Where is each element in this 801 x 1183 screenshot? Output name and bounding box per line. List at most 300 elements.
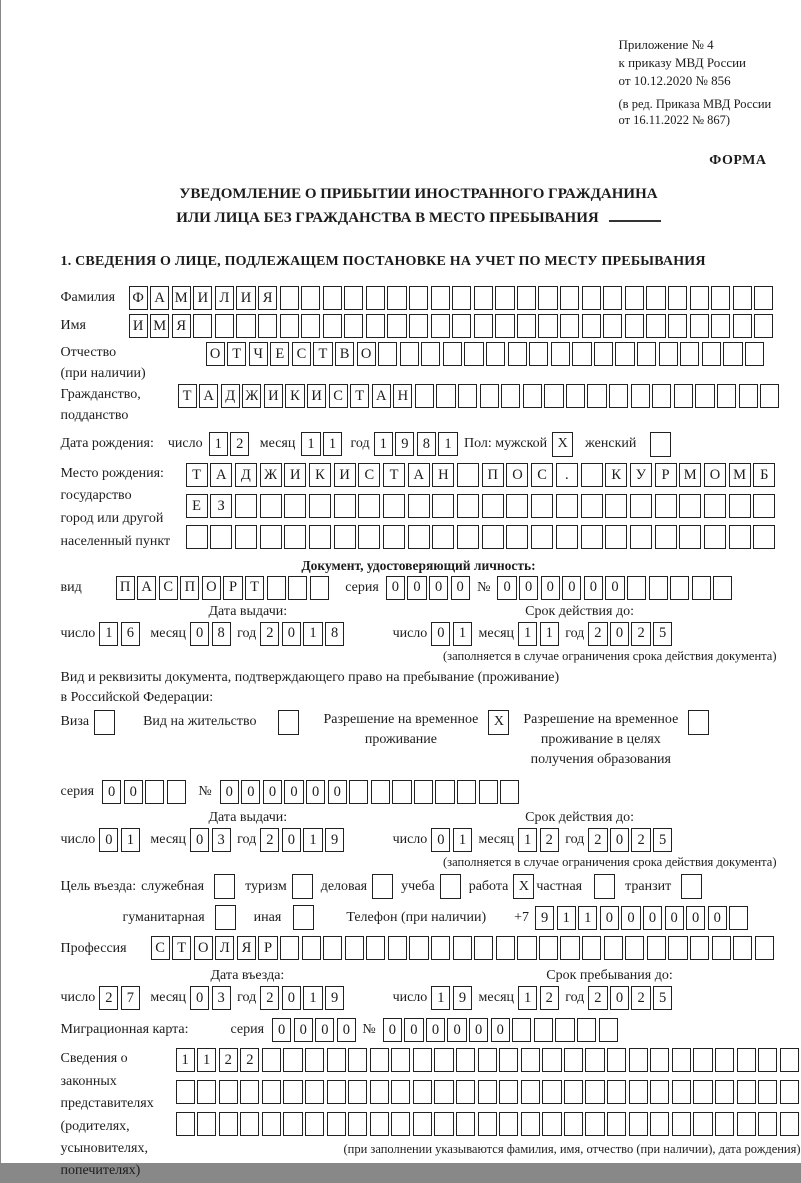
- residence-permit-checkbox[interactable]: [278, 710, 299, 735]
- char-cell[interactable]: [542, 1048, 561, 1072]
- char-cell[interactable]: [672, 1080, 691, 1104]
- char-cell[interactable]: 0: [282, 828, 301, 852]
- char-cell[interactable]: [262, 1112, 281, 1136]
- char-cell[interactable]: .: [556, 463, 578, 487]
- char-cell[interactable]: [615, 342, 634, 366]
- char-cell[interactable]: [309, 525, 331, 549]
- char-cell[interactable]: [456, 1048, 475, 1072]
- char-cell[interactable]: С: [358, 463, 380, 487]
- char-cell[interactable]: [391, 1048, 410, 1072]
- char-cell[interactable]: [260, 494, 282, 518]
- char-cell[interactable]: 5: [653, 828, 672, 852]
- char-cell[interactable]: 0: [241, 780, 260, 804]
- char-cell[interactable]: [392, 780, 411, 804]
- char-cell[interactable]: [197, 1112, 216, 1136]
- char-cell[interactable]: [668, 936, 687, 960]
- char-cell[interactable]: 0: [610, 828, 629, 852]
- char-cell[interactable]: [582, 286, 601, 310]
- char-cell[interactable]: [478, 1080, 497, 1104]
- char-cell[interactable]: [480, 384, 499, 408]
- char-cell[interactable]: [630, 494, 652, 518]
- char-cell[interactable]: [415, 384, 434, 408]
- char-cell[interactable]: [692, 576, 711, 600]
- char-cell[interactable]: [383, 494, 405, 518]
- char-cell[interactable]: [760, 384, 779, 408]
- char-cell[interactable]: 0: [686, 906, 705, 930]
- char-cell[interactable]: [607, 1112, 626, 1136]
- char-cell[interactable]: [609, 384, 628, 408]
- char-cell[interactable]: [521, 1048, 540, 1072]
- char-cell[interactable]: 1: [303, 986, 322, 1010]
- char-cell[interactable]: [652, 384, 671, 408]
- char-cell[interactable]: [345, 936, 364, 960]
- char-cell[interactable]: [434, 1112, 453, 1136]
- purpose-private-checkbox[interactable]: [594, 874, 615, 899]
- char-cell[interactable]: [302, 936, 321, 960]
- char-cell[interactable]: 9: [453, 986, 472, 1010]
- char-cell[interactable]: 2: [588, 986, 607, 1010]
- char-cell[interactable]: [733, 936, 752, 960]
- char-cell[interactable]: [349, 780, 368, 804]
- char-cell[interactable]: [674, 384, 693, 408]
- char-cell[interactable]: 9: [325, 828, 344, 852]
- char-cell[interactable]: 0: [708, 906, 727, 930]
- char-cell[interactable]: Т: [227, 342, 246, 366]
- char-cell[interactable]: 9: [325, 986, 344, 1010]
- char-cell[interactable]: [284, 525, 306, 549]
- char-cell[interactable]: 0: [263, 780, 282, 804]
- char-cell[interactable]: Н: [432, 463, 454, 487]
- char-cell[interactable]: [366, 286, 385, 310]
- char-cell[interactable]: [630, 525, 652, 549]
- char-cell[interactable]: 2: [540, 828, 559, 852]
- char-cell[interactable]: [717, 384, 736, 408]
- char-cell[interactable]: 0: [610, 986, 629, 1010]
- char-cell[interactable]: [501, 384, 520, 408]
- char-cell[interactable]: 1: [540, 622, 559, 646]
- char-cell[interactable]: [542, 1080, 561, 1104]
- char-cell[interactable]: [323, 936, 342, 960]
- char-cell[interactable]: [456, 1112, 475, 1136]
- char-cell[interactable]: 1: [99, 622, 118, 646]
- char-cell[interactable]: Ж: [242, 384, 261, 408]
- char-cell[interactable]: [500, 780, 519, 804]
- char-cell[interactable]: 0: [497, 576, 516, 600]
- char-cell[interactable]: [672, 1048, 691, 1072]
- char-cell[interactable]: 1: [374, 432, 393, 456]
- char-cell[interactable]: [421, 342, 440, 366]
- char-cell[interactable]: 0: [190, 986, 209, 1010]
- char-cell[interactable]: [555, 1018, 574, 1042]
- char-cell[interactable]: 8: [325, 622, 344, 646]
- char-cell[interactable]: [605, 525, 627, 549]
- char-cell[interactable]: [625, 314, 644, 338]
- char-cell[interactable]: 0: [220, 780, 239, 804]
- char-cell[interactable]: А: [137, 576, 156, 600]
- char-cell[interactable]: М: [150, 314, 169, 338]
- char-cell[interactable]: [236, 314, 255, 338]
- char-cell[interactable]: 0: [383, 1018, 402, 1042]
- char-cell[interactable]: 0: [665, 906, 684, 930]
- char-cell[interactable]: С: [531, 463, 553, 487]
- char-cell[interactable]: [366, 314, 385, 338]
- char-cell[interactable]: 0: [284, 780, 303, 804]
- char-cell[interactable]: Т: [178, 384, 197, 408]
- char-cell[interactable]: [432, 525, 454, 549]
- char-cell[interactable]: [560, 314, 579, 338]
- char-cell[interactable]: [655, 494, 677, 518]
- char-cell[interactable]: [235, 525, 257, 549]
- char-cell[interactable]: [499, 1048, 518, 1072]
- char-cell[interactable]: [482, 525, 504, 549]
- char-cell[interactable]: 0: [426, 1018, 445, 1042]
- char-cell[interactable]: 0: [407, 576, 426, 600]
- char-cell[interactable]: 2: [260, 828, 279, 852]
- char-cell[interactable]: Т: [172, 936, 191, 960]
- char-cell[interactable]: Т: [383, 463, 405, 487]
- purpose-humanitarian-checkbox[interactable]: [215, 905, 236, 930]
- char-cell[interactable]: [605, 494, 627, 518]
- char-cell[interactable]: [495, 286, 514, 310]
- char-cell[interactable]: 2: [260, 986, 279, 1010]
- char-cell[interactable]: [512, 1018, 531, 1042]
- char-cell[interactable]: [739, 384, 758, 408]
- char-cell[interactable]: [506, 525, 528, 549]
- char-cell[interactable]: [753, 494, 775, 518]
- char-cell[interactable]: 0: [386, 576, 405, 600]
- char-cell[interactable]: О: [194, 936, 213, 960]
- char-cell[interactable]: Д: [221, 384, 240, 408]
- char-cell[interactable]: И: [284, 463, 306, 487]
- char-cell[interactable]: [176, 1112, 195, 1136]
- char-cell[interactable]: [344, 286, 363, 310]
- char-cell[interactable]: [370, 1112, 389, 1136]
- char-cell[interactable]: [432, 494, 454, 518]
- char-cell[interactable]: [534, 1018, 553, 1042]
- char-cell[interactable]: [729, 525, 751, 549]
- char-cell[interactable]: П: [482, 463, 504, 487]
- char-cell[interactable]: [145, 780, 164, 804]
- char-cell[interactable]: [521, 1112, 540, 1136]
- char-cell[interactable]: [486, 342, 505, 366]
- char-cell[interactable]: А: [372, 384, 391, 408]
- char-cell[interactable]: [650, 1048, 669, 1072]
- char-cell[interactable]: [693, 1112, 712, 1136]
- char-cell[interactable]: [408, 494, 430, 518]
- char-cell[interactable]: [219, 1080, 238, 1104]
- char-cell[interactable]: [544, 384, 563, 408]
- char-cell[interactable]: [538, 286, 557, 310]
- char-cell[interactable]: [283, 1080, 302, 1104]
- char-cell[interactable]: [646, 314, 665, 338]
- char-cell[interactable]: Ч: [249, 342, 268, 366]
- char-cell[interactable]: 0: [429, 576, 448, 600]
- char-cell[interactable]: [414, 780, 433, 804]
- char-cell[interactable]: 0: [282, 986, 301, 1010]
- char-cell[interactable]: [758, 1112, 777, 1136]
- char-cell[interactable]: [753, 525, 775, 549]
- char-cell[interactable]: И: [264, 384, 283, 408]
- char-cell[interactable]: 0: [315, 1018, 334, 1042]
- char-cell[interactable]: А: [210, 463, 232, 487]
- char-cell[interactable]: [780, 1048, 799, 1072]
- char-cell[interactable]: 9: [395, 432, 414, 456]
- char-cell[interactable]: [672, 1112, 691, 1136]
- char-cell[interactable]: Л: [215, 286, 234, 310]
- char-cell[interactable]: [309, 494, 331, 518]
- char-cell[interactable]: О: [202, 576, 221, 600]
- char-cell[interactable]: [729, 494, 751, 518]
- char-cell[interactable]: 1: [453, 622, 472, 646]
- char-cell[interactable]: [378, 342, 397, 366]
- char-cell[interactable]: Т: [186, 463, 208, 487]
- char-cell[interactable]: [754, 286, 773, 310]
- char-cell[interactable]: [383, 525, 405, 549]
- char-cell[interactable]: [758, 1080, 777, 1104]
- char-cell[interactable]: [409, 286, 428, 310]
- char-cell[interactable]: 1: [121, 828, 140, 852]
- char-cell[interactable]: [603, 286, 622, 310]
- char-cell[interactable]: О: [206, 342, 225, 366]
- char-cell[interactable]: [258, 314, 277, 338]
- char-cell[interactable]: К: [309, 463, 331, 487]
- char-cell[interactable]: [711, 314, 730, 338]
- char-cell[interactable]: [754, 314, 773, 338]
- char-cell[interactable]: [284, 494, 306, 518]
- char-cell[interactable]: [305, 1112, 324, 1136]
- char-cell[interactable]: [715, 1080, 734, 1104]
- char-cell[interactable]: [637, 342, 656, 366]
- char-cell[interactable]: [737, 1080, 756, 1104]
- char-cell[interactable]: А: [408, 463, 430, 487]
- char-cell[interactable]: Я: [237, 936, 256, 960]
- char-cell[interactable]: [529, 342, 548, 366]
- char-cell[interactable]: 0: [124, 780, 143, 804]
- char-cell[interactable]: [523, 384, 542, 408]
- temp-residence-edu-checkbox[interactable]: [688, 710, 709, 735]
- char-cell[interactable]: 1: [453, 828, 472, 852]
- char-cell[interactable]: [603, 314, 622, 338]
- char-cell[interactable]: [517, 286, 536, 310]
- char-cell[interactable]: 0: [272, 1018, 291, 1042]
- char-cell[interactable]: [413, 1048, 432, 1072]
- char-cell[interactable]: [604, 936, 623, 960]
- char-cell[interactable]: [310, 576, 329, 600]
- sex-female-checkbox[interactable]: [650, 432, 671, 457]
- char-cell[interactable]: [262, 1048, 281, 1072]
- char-cell[interactable]: [607, 1048, 626, 1072]
- temp-residence-checkbox[interactable]: X: [488, 710, 509, 735]
- char-cell[interactable]: Р: [223, 576, 242, 600]
- char-cell[interactable]: [733, 286, 752, 310]
- char-cell[interactable]: [715, 1048, 734, 1072]
- char-cell[interactable]: 0: [294, 1018, 313, 1042]
- char-cell[interactable]: [711, 286, 730, 310]
- char-cell[interactable]: [625, 286, 644, 310]
- char-cell[interactable]: [560, 286, 579, 310]
- char-cell[interactable]: [387, 286, 406, 310]
- char-cell[interactable]: [650, 1080, 669, 1104]
- char-cell[interactable]: [458, 384, 477, 408]
- char-cell[interactable]: [260, 525, 282, 549]
- char-cell[interactable]: [193, 314, 212, 338]
- char-cell[interactable]: [668, 286, 687, 310]
- char-cell[interactable]: [655, 525, 677, 549]
- char-cell[interactable]: Ж: [260, 463, 282, 487]
- char-cell[interactable]: 0: [451, 576, 470, 600]
- char-cell[interactable]: Т: [350, 384, 369, 408]
- char-cell[interactable]: 8: [212, 622, 231, 646]
- char-cell[interactable]: 2: [631, 828, 650, 852]
- char-cell[interactable]: Н: [393, 384, 412, 408]
- char-cell[interactable]: [434, 1080, 453, 1104]
- char-cell[interactable]: [240, 1080, 259, 1104]
- char-cell[interactable]: [715, 1112, 734, 1136]
- char-cell[interactable]: [443, 342, 462, 366]
- char-cell[interactable]: [197, 1080, 216, 1104]
- char-cell[interactable]: [542, 1112, 561, 1136]
- char-cell[interactable]: 1: [578, 906, 597, 930]
- char-cell[interactable]: [219, 1112, 238, 1136]
- char-cell[interactable]: [737, 1112, 756, 1136]
- char-cell[interactable]: [305, 1080, 324, 1104]
- char-cell[interactable]: [435, 780, 454, 804]
- char-cell[interactable]: [457, 494, 479, 518]
- char-cell[interactable]: 1: [301, 432, 320, 456]
- char-cell[interactable]: 1: [176, 1048, 195, 1072]
- char-cell[interactable]: 8: [417, 432, 436, 456]
- char-cell[interactable]: [464, 342, 483, 366]
- char-cell[interactable]: 5: [653, 986, 672, 1010]
- char-cell[interactable]: [780, 1112, 799, 1136]
- char-cell[interactable]: Ф: [129, 286, 148, 310]
- char-cell[interactable]: К: [285, 384, 304, 408]
- char-cell[interactable]: [323, 286, 342, 310]
- char-cell[interactable]: [758, 1048, 777, 1072]
- char-cell[interactable]: Т: [245, 576, 264, 600]
- char-cell[interactable]: [474, 936, 493, 960]
- purpose-study-checkbox[interactable]: [440, 874, 461, 899]
- char-cell[interactable]: 0: [621, 906, 640, 930]
- char-cell[interactable]: 0: [431, 622, 450, 646]
- char-cell[interactable]: 0: [337, 1018, 356, 1042]
- char-cell[interactable]: 0: [643, 906, 662, 930]
- char-cell[interactable]: [629, 1080, 648, 1104]
- char-cell[interactable]: [723, 342, 742, 366]
- char-cell[interactable]: [176, 1080, 195, 1104]
- char-cell[interactable]: Я: [258, 286, 277, 310]
- char-cell[interactable]: [745, 342, 764, 366]
- char-cell[interactable]: И: [307, 384, 326, 408]
- char-cell[interactable]: [388, 936, 407, 960]
- char-cell[interactable]: [366, 936, 385, 960]
- char-cell[interactable]: [594, 342, 613, 366]
- char-cell[interactable]: 1: [303, 828, 322, 852]
- char-cell[interactable]: [408, 525, 430, 549]
- char-cell[interactable]: 0: [562, 576, 581, 600]
- char-cell[interactable]: [288, 576, 307, 600]
- char-cell[interactable]: [431, 314, 450, 338]
- char-cell[interactable]: [262, 1080, 281, 1104]
- char-cell[interactable]: [566, 384, 585, 408]
- char-cell[interactable]: [499, 1080, 518, 1104]
- char-cell[interactable]: [631, 384, 650, 408]
- char-cell[interactable]: [436, 384, 455, 408]
- char-cell[interactable]: Р: [655, 463, 677, 487]
- char-cell[interactable]: С: [151, 936, 170, 960]
- char-cell[interactable]: [780, 1080, 799, 1104]
- char-cell[interactable]: [556, 525, 578, 549]
- char-cell[interactable]: С: [329, 384, 348, 408]
- char-cell[interactable]: [283, 1112, 302, 1136]
- char-cell[interactable]: 9: [535, 906, 554, 930]
- char-cell[interactable]: М: [679, 463, 701, 487]
- char-cell[interactable]: 0: [447, 1018, 466, 1042]
- char-cell[interactable]: [474, 286, 493, 310]
- char-cell[interactable]: [478, 1112, 497, 1136]
- char-cell[interactable]: 0: [605, 576, 624, 600]
- char-cell[interactable]: [496, 936, 515, 960]
- char-cell[interactable]: 0: [610, 622, 629, 646]
- char-cell[interactable]: 5: [653, 622, 672, 646]
- char-cell[interactable]: 1: [209, 432, 228, 456]
- char-cell[interactable]: 7: [121, 986, 140, 1010]
- char-cell[interactable]: И: [129, 314, 148, 338]
- char-cell[interactable]: М: [729, 463, 751, 487]
- char-cell[interactable]: [729, 906, 748, 930]
- char-cell[interactable]: [539, 936, 558, 960]
- char-cell[interactable]: [431, 286, 450, 310]
- char-cell[interactable]: 0: [519, 576, 538, 600]
- purpose-tourism-checkbox[interactable]: [292, 874, 313, 899]
- char-cell[interactable]: 3: [212, 986, 231, 1010]
- char-cell[interactable]: [680, 342, 699, 366]
- char-cell[interactable]: [457, 780, 476, 804]
- char-cell[interactable]: [479, 780, 498, 804]
- char-cell[interactable]: 2: [588, 828, 607, 852]
- char-cell[interactable]: [409, 936, 428, 960]
- char-cell[interactable]: И: [236, 286, 255, 310]
- char-cell[interactable]: 0: [404, 1018, 423, 1042]
- char-cell[interactable]: Е: [270, 342, 289, 366]
- char-cell[interactable]: П: [116, 576, 135, 600]
- char-cell[interactable]: А: [150, 286, 169, 310]
- purpose-other-checkbox[interactable]: [293, 905, 314, 930]
- char-cell[interactable]: [560, 936, 579, 960]
- char-cell[interactable]: [585, 1080, 604, 1104]
- char-cell[interactable]: [581, 525, 603, 549]
- char-cell[interactable]: [267, 576, 286, 600]
- char-cell[interactable]: 0: [190, 622, 209, 646]
- char-cell[interactable]: 1: [518, 986, 537, 1010]
- char-cell[interactable]: [327, 1112, 346, 1136]
- char-cell[interactable]: [370, 1048, 389, 1072]
- char-cell[interactable]: О: [704, 463, 726, 487]
- char-cell[interactable]: [585, 1112, 604, 1136]
- char-cell[interactable]: Т: [313, 342, 332, 366]
- char-cell[interactable]: 0: [102, 780, 121, 804]
- char-cell[interactable]: [453, 936, 472, 960]
- char-cell[interactable]: 2: [631, 986, 650, 1010]
- char-cell[interactable]: [647, 936, 666, 960]
- char-cell[interactable]: Я: [172, 314, 191, 338]
- char-cell[interactable]: [668, 314, 687, 338]
- char-cell[interactable]: Д: [235, 463, 257, 487]
- char-cell[interactable]: [629, 1112, 648, 1136]
- char-cell[interactable]: 1: [197, 1048, 216, 1072]
- char-cell[interactable]: [737, 1048, 756, 1072]
- purpose-transit-checkbox[interactable]: [681, 874, 702, 899]
